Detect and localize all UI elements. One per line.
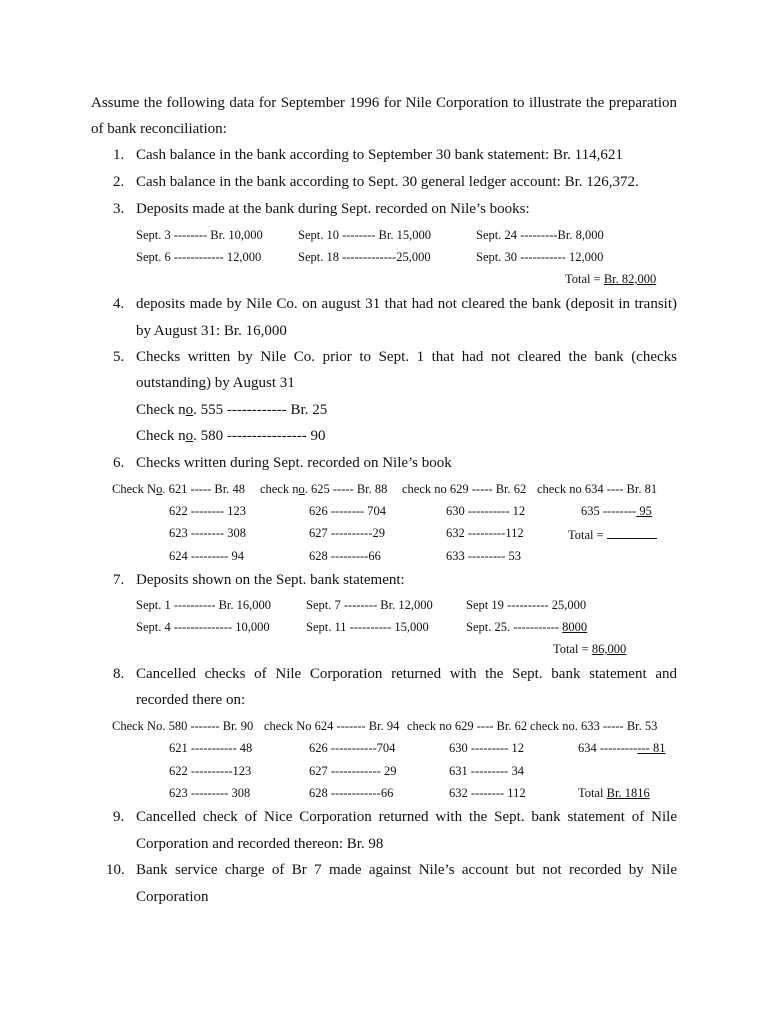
item-7-total	[553, 643, 626, 656]
item-5-number: 5.	[113, 349, 125, 365]
item-8-total	[578, 787, 650, 800]
item-8-row1-col4: check no. 633 ----- Br. 53	[530, 719, 658, 733]
item-8-total-label: Total	[578, 786, 607, 800]
item-6-r1c2-b: . 625 ----- Br. 88	[304, 482, 388, 496]
item-4-number: 4.	[113, 296, 125, 312]
item-6-r2c4-a: 635 --------	[581, 504, 637, 518]
item-6-r1c1-b: . 621 ----- Br. 48	[162, 482, 245, 496]
item-7-text: Deposits shown on the Sept. bank statement:	[136, 572, 405, 588]
item-6-text: Checks written during Sept. recorded on Nile’s book	[136, 455, 452, 471]
item-3-total	[565, 273, 656, 286]
item-5-check-2	[136, 429, 326, 444]
item-6-total	[568, 527, 657, 542]
item-8-row1-col3: check no 629 ---- Br. 62	[407, 719, 528, 733]
item-8-row2-col1: 621 ----------- 48	[169, 741, 253, 755]
item-9-number: 9.	[113, 809, 125, 825]
item-7-row2-col1: Sept. 4 -------------- 10,000	[136, 620, 270, 634]
item-8-row3-col3: 631 --------- 34	[449, 764, 524, 778]
item-6-number: 6.	[113, 455, 125, 471]
item-8-row1-col1: Check No. 580 ------- Br. 90	[112, 719, 254, 733]
item-3-row1-col1: Sept. 3 -------- Br. 10,000	[136, 228, 263, 242]
item-6-row3-col2: 627 ----------29	[309, 526, 386, 540]
item-8-row3-col2: 627 ------------ 29	[309, 764, 397, 778]
item-3-number: 3.	[113, 201, 125, 217]
item-3-row1-col3: Sept. 24 ---------Br. 8,000	[476, 228, 604, 242]
item-6-row1-col3: check no 629 ----- Br. 62	[402, 482, 527, 496]
item-8-row2-col3: 630 --------- 12	[449, 741, 524, 755]
item-7-r2c3-value: 8000	[562, 620, 588, 634]
item-5-check-2-o: o	[185, 428, 194, 444]
item-5-check-1-prefix: Check n	[136, 402, 186, 418]
item-3-row1-col2: Sept. 10 -------- Br. 15,000	[298, 228, 431, 242]
item-7-row2-col3	[466, 621, 587, 634]
item-9-line-1: Cancelled check of Nice Corporation returned with the Sept. bank statement of Nile	[136, 809, 677, 825]
item-8-line-1: Cancelled checks of Nile Corporation returned with the Sept. bank statement and	[136, 666, 677, 682]
item-6-row2-col2: 626 -------- 704	[309, 504, 387, 518]
item-6-r1c1-o: o	[156, 482, 163, 496]
item-6-row3-col3: 632 ---------112	[446, 526, 524, 540]
item-6-row3-col1: 623 -------- 308	[169, 526, 247, 540]
item-3-total-value: Br. 82,000	[603, 272, 657, 286]
item-8-r2c4-a: 634 ---------	[578, 741, 638, 755]
item-6-row1-col1	[112, 483, 245, 496]
item-3-row2-col3: Sept. 30 ----------- 12,000	[476, 250, 604, 264]
item-5-check-1-o: o	[185, 402, 194, 418]
item-8-line-2: recorded there on:	[136, 692, 246, 708]
item-5-check-1	[136, 403, 327, 418]
item-7-row1-col1: Sept. 1 ---------- Br. 16,000	[136, 598, 272, 612]
item-6-r1c1-a: Check N	[112, 482, 157, 496]
item-8-row4-col3: 632 -------- 112	[449, 786, 526, 800]
item-7-number: 7.	[113, 572, 125, 588]
item-1-number: 1.	[113, 147, 125, 163]
item-8-row2-col4	[578, 742, 665, 755]
item-2-text: Cash balance in the bank according to Sept. 30 general ledger account: Br. 126,372.	[136, 174, 639, 190]
item-7-row1-col2: Sept. 7 -------- Br. 12,000	[306, 598, 433, 612]
item-6-row4-col3: 633 --------- 53	[446, 549, 521, 563]
item-1-text: Cash balance in the bank according to September 30 bank statement: Br. 114,621	[136, 147, 623, 163]
item-3-row2-col1: Sept. 6 ------------ 12,000	[136, 250, 262, 264]
item-10-line-2: Corporation	[136, 889, 209, 905]
intro-line-1: Assume the following data for September 1996 for Nile Corporation to illustrate the preparation	[91, 95, 677, 111]
item-6-total-label: Total =	[568, 528, 607, 542]
item-7-r2c3-a: Sept. 25. -----------	[466, 620, 563, 634]
intro-line-2: of bank reconciliation:	[91, 121, 227, 137]
item-8-row4-col1: 623 --------- 308	[169, 786, 251, 800]
item-10-number: 10.	[106, 862, 125, 878]
item-5-check-2-prefix: Check n	[136, 428, 186, 444]
item-5-check-2-rest: . 580 ---------------- 90	[193, 428, 326, 444]
item-3-total-label: Total =	[565, 272, 604, 286]
item-6-r2c4-b: 95	[636, 504, 652, 518]
item-6-row1-col4: check no 634 ---- Br. 81	[537, 482, 658, 496]
item-8-total-value: Br. 1816	[606, 786, 650, 800]
item-4-line-1: deposits made by Nile Co. on august 31 that had not cleared the bank (deposit in transit)	[136, 296, 677, 312]
item-8-row2-col2: 626 -----------704	[309, 741, 396, 755]
item-5-line-1: Checks written by Nile Co. prior to Sept. 1 that had not cleared the bank (checks	[136, 349, 677, 365]
item-4-line-2: by August 31: Br. 16,000	[136, 323, 287, 339]
item-6-total-blank	[607, 527, 657, 539]
item-6-row2-col3: 630 ---------- 12	[446, 504, 526, 518]
item-6-row4-col2: 628 ---------66	[309, 549, 381, 563]
item-9-line-2: Corporation and recorded thereon: Br. 98	[136, 836, 384, 852]
item-5-check-1-rest: . 555 ------------ Br. 25	[193, 402, 328, 418]
item-7-total-label: Total =	[553, 642, 592, 656]
item-8-number: 8.	[113, 666, 125, 682]
item-2-number: 2.	[113, 174, 125, 190]
item-8-r2c4-b: --- 81	[637, 741, 666, 755]
item-10-line-1: Bank service charge of Br 7 made against Nile’s account but not recorded by Nile	[136, 862, 677, 878]
item-5-line-2: outstanding) by August 31	[136, 375, 295, 391]
item-8-row4-col2: 628 ------------66	[309, 786, 394, 800]
item-6-r1c2-o: o	[298, 482, 305, 496]
item-6-row2-col1: 622 -------- 123	[169, 504, 247, 518]
item-6-row1-col2	[260, 483, 387, 496]
item-6-row4-col1: 624 --------- 94	[169, 549, 244, 563]
item-3-row2-col2: Sept. 18 -------------25,000	[298, 250, 431, 264]
item-7-row2-col2: Sept. 11 ---------- 15,000	[306, 620, 429, 634]
item-3-text: Deposits made at the bank during Sept. recorded on Nile’s books:	[136, 201, 530, 217]
item-7-total-value: 86,000	[591, 642, 627, 656]
item-7-row1-col3: Sept 19 ---------- 25,000	[466, 598, 587, 612]
item-8-row1-col2: check No 624 ------- Br. 94	[264, 719, 400, 733]
item-6-row2-col4	[581, 505, 652, 518]
item-6-r1c2-a: check n	[260, 482, 299, 496]
item-8-row3-col1: 622 ----------123	[169, 764, 252, 778]
